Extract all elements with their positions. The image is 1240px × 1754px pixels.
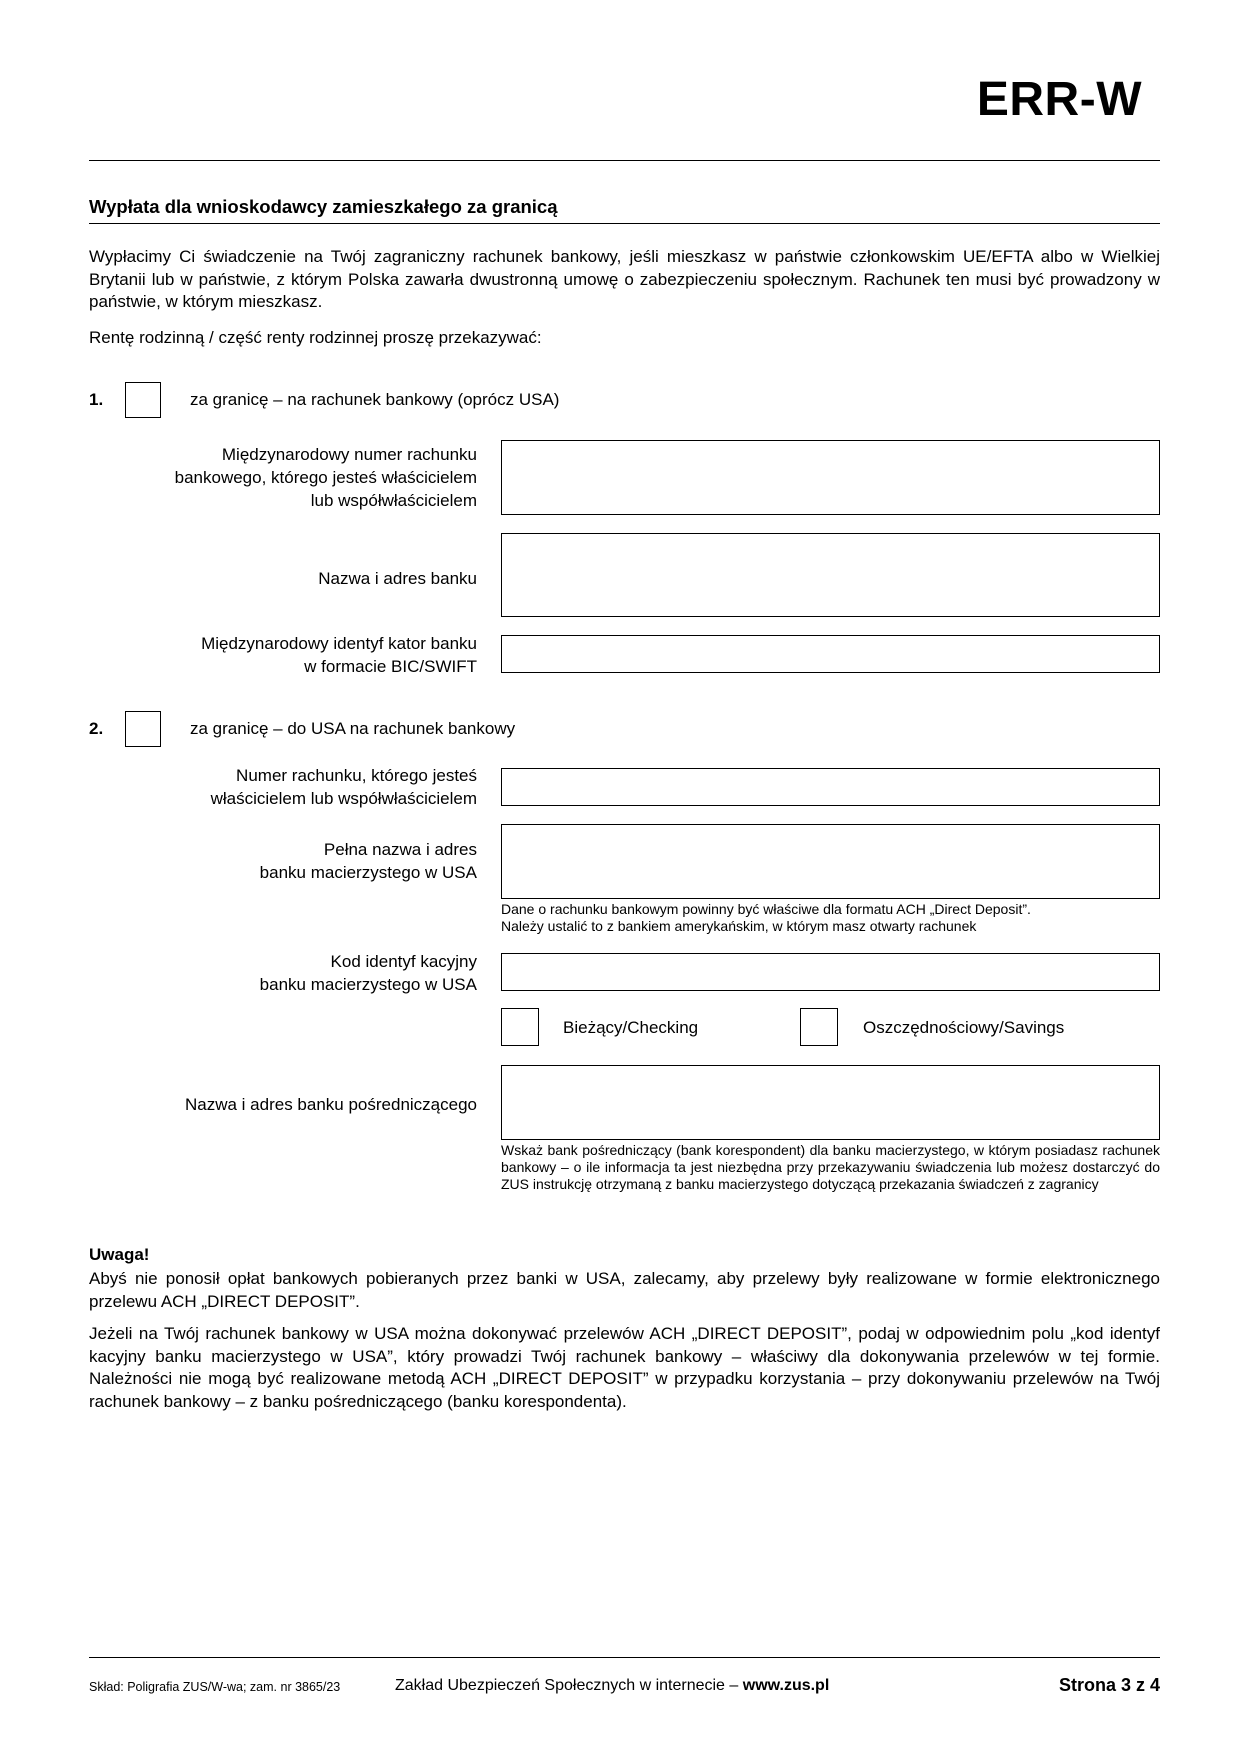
- iban-input[interactable]: [501, 440, 1160, 515]
- notice-line: Abyś nie ponosił opłat bankowych pobieranych przez banki w USA, zalecamy, aby przelewy były realizowane w formie: [89, 1269, 1033, 1288]
- routing-code-label-line: Kod identyf kacyjny: [330, 952, 477, 971]
- intermediary-bank-input[interactable]: [501, 1065, 1160, 1140]
- us-account-label: [211, 764, 477, 810]
- notice-line: elektronicznego przelewu ACH „DIRECT DEPOSIT”.: [89, 1269, 1160, 1311]
- intermediary-bank-label: Nazwa i adres banku pośredniczącego: [184, 1095, 477, 1114]
- option-1-number: 1.: [89, 390, 104, 409]
- intermediary-note-line: posiadasz rachunek bankowy – o ile informacja ta jest niezbędna przy przekazywaniu: [501, 1142, 1161, 1175]
- section-title: Wypłata dla wnioskodawcy zamieszkałego za granicą: [89, 196, 1160, 224]
- bank-name-address-input[interactable]: [501, 533, 1160, 617]
- top-divider: [89, 160, 1160, 161]
- notice-line: przelewów w tej formie. Należności nie mogą być realizowane metodą ACH „DIRECT DEPOSIT” w przypadku korzystania – przy: [89, 1346, 1160, 1388]
- us-account-label-line: Numer rachunku, którego jesteś: [236, 766, 477, 785]
- option-2-number: 2.: [89, 719, 104, 738]
- footer-org-text: Zakład Ubezpieczeń Społecznych w internecie –: [395, 1677, 743, 1694]
- iban-label-line: bankowego, którego jesteś właścicielem: [174, 468, 477, 487]
- us-account-input[interactable]: [501, 768, 1160, 806]
- home-bank-label-line: banku macierzystego w USA: [259, 863, 477, 882]
- savings-checkbox[interactable]: [800, 1008, 838, 1046]
- checking-label: Bieżący/Checking: [563, 1018, 699, 1037]
- bank-name-address-label: Nazwa i adres banku: [318, 569, 477, 588]
- option-2-label: za granicę – do USA na rachunek bankowy: [190, 719, 516, 738]
- home-bank-label: [260, 838, 477, 884]
- iban-label: [175, 443, 477, 512]
- notice-paragraph-2: [89, 1323, 1160, 1413]
- footer-org: [395, 1677, 829, 1695]
- intro-line: w Wielkiej Brytanii lub w państwie, z którym Polska zawarła dwustronną umowę o zabezpieczeniu społecznym. Rachunek ten: [89, 247, 1160, 289]
- iban-label-line: lub współwłaścicielem: [310, 491, 477, 510]
- print-info: Skład: Poligrafia ZUS/W-wa; zam. nr 3865/23: [89, 1680, 341, 1694]
- option-1-label: za granicę – na rachunek bankowy (oprócz USA): [190, 390, 560, 409]
- notice-heading: Uwaga!: [89, 1245, 150, 1264]
- form-code: ERR-W: [976, 73, 1142, 126]
- home-bank-note-line: Dane o rachunku bankowym powinny być właściwe dla formatu ACH „Direct Deposit”.: [501, 901, 1031, 917]
- iban-label-line: Międzynarodowy numer rachunku: [221, 445, 477, 464]
- intro-line: musi być prowadzony w państwie, w którym mieszkasz.: [89, 269, 1160, 311]
- us-account-label-line: właścicielem lub współwłaścicielem: [210, 789, 477, 808]
- option-1-checkbox[interactable]: [125, 382, 161, 418]
- bic-label-line: Międzynarodowy identyf kator banku: [201, 634, 477, 653]
- notice-line: dokonywaniu przelewów na Twój rachunek bankowy – z banku pośredniczącego (banku korespondenta).: [89, 1369, 1160, 1411]
- checking-checkbox[interactable]: [501, 1008, 539, 1046]
- bottom-divider: [89, 1657, 1160, 1658]
- savings-label: Oszczędnościowy/Savings: [863, 1018, 1065, 1037]
- intro-line: Wypłacimy Ci świadczenie na Twój zagraniczny rachunek bankowy, jeśli mieszkasz w państwie członkowskim UE/EFTA albo: [89, 247, 1073, 266]
- footer-url: www.zus.pl: [742, 1677, 830, 1694]
- home-bank-input[interactable]: [501, 824, 1160, 899]
- option-2-checkbox[interactable]: [125, 711, 161, 747]
- bic-swift-input[interactable]: [501, 635, 1160, 673]
- notice-line: polu „kod identyf kacyjny banku macierzystego w USA”, który prowadzi Twój rachunek bankowy – właściwy dla dokonywania: [89, 1324, 1160, 1366]
- intermediary-note-line: świadczenia lub możesz dostarczyć do ZUS instrukcję otrzymaną z banku macierzystego: [501, 1159, 1160, 1192]
- lead-text: Rentę rodzinną / część renty rodzinnej proszę przekazywać:: [89, 328, 542, 347]
- home-bank-label-line: Pełna nazwa i adres: [323, 840, 477, 859]
- routing-code-input[interactable]: [501, 953, 1160, 991]
- routing-code-label: [260, 950, 477, 996]
- bic-label: [201, 632, 477, 678]
- intermediary-bank-note: [501, 1142, 1160, 1193]
- notice-line: Jeżeli na Twój rachunek bankowy w USA można dokonywać przelewów ACH „DIRECT DEPOSIT”, podaj w odpowiednim: [89, 1324, 1026, 1343]
- page-number: Strona 3 z 4: [1058, 1675, 1160, 1695]
- routing-code-label-line: banku macierzystego w USA: [259, 975, 477, 994]
- bic-label-line: w formacie BIC/SWIFT: [304, 657, 477, 676]
- notice-paragraph-1: [89, 1268, 1160, 1313]
- home-bank-note: [501, 901, 1160, 935]
- intro-text: [89, 246, 1160, 314]
- intermediary-note-line: Wskaż bank pośredniczący (bank korespondent) dla banku macierzystego, w którym: [501, 1142, 1031, 1158]
- home-bank-note-line: Należy ustalić to z bankiem amerykańskim, w którym masz otwarty rachunek: [501, 918, 977, 934]
- intermediary-note-line: dotyczącą przekazania świadczeń z zagranicy: [812, 1176, 1099, 1192]
